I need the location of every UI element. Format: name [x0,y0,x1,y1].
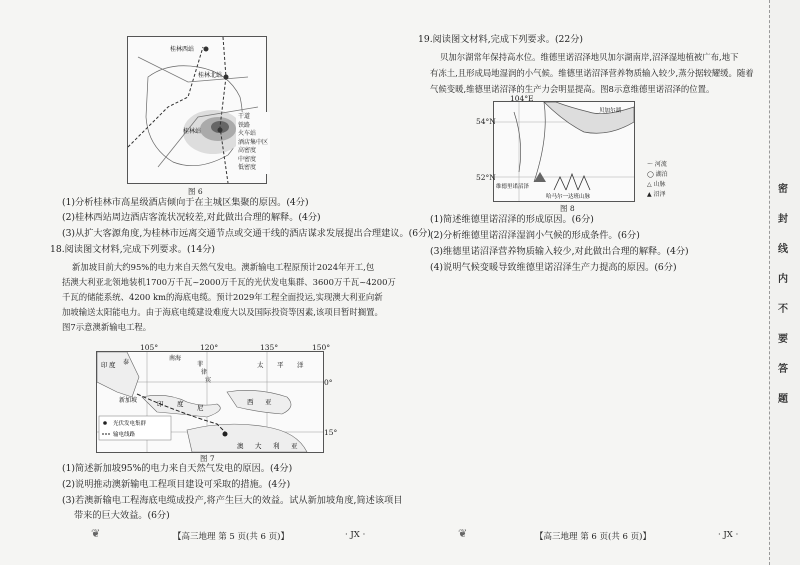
place-label: 洋 [297,361,304,369]
label-main: 桂林站 [183,128,202,135]
q18-body-5: 图7示意澳新输电工程。 [62,322,152,332]
footer-page: 第 6 页(共 6 页)】 [580,532,651,542]
place-label: 澳 [237,442,244,450]
margin-char: 题 [778,394,788,405]
q18-body-3: 千瓦的储能系统、4200 km的海底电缆。预计2029年工程全面投运,实现澳大利亚向新 [62,292,383,302]
figure-8-svg [494,102,634,201]
fig7-legend-pv: 光伏发电集群 [113,421,147,427]
footer-title: 【高三地理 [535,532,578,542]
q18-body-4: 加坡输送太阳能电力。由于海底电缆建设难度大以及国际投资等因素,该项目暂时搁置。 [62,307,383,317]
pv-cluster-marker [223,432,228,437]
left-footer-code: · JX · [345,530,366,540]
place-label: 亚 [265,398,272,406]
q19-title: 19.阅读图文材料,完成下列要求。(22分) [418,34,584,45]
q17-item-2: (2)桂林西站周边酒店客流状况较差,对此做出合理的解释。(4分) [62,212,321,223]
place-label: 大 [255,442,262,450]
legend-item: 火车站 [238,130,257,137]
legend-item: 低密度 [238,164,257,171]
legend-item: 酒店集中区 [238,138,269,146]
label-west: 桂林西站 [170,46,195,53]
figure-7-svg [97,352,323,452]
lake-label: 贝加尔湖 [599,108,622,114]
place-label: 南海 [169,355,182,362]
place-label: 菲 [197,361,204,368]
q18-body-1: 新加坡目前大约95%的电力来自天然气发电。澳新输电工程原预计2024年开工,包 [72,262,375,272]
place-label: 平 [277,361,284,369]
margin-char: 密 [778,184,788,195]
q19-body-3: 气候变暖,维德里诺沼泽的生产力会明显提高。图8示意维德里诺沼泽的位置。 [430,84,715,94]
margin-char: 答 [778,364,788,375]
place-label: 印 [157,400,164,408]
lat-label: 0° [324,378,333,387]
figure-8-legend [647,160,668,200]
legend-item: 中密度 [238,155,257,163]
margin-char: 内 [778,274,788,285]
margin-char: 要 [778,334,788,345]
place-label: 亚 [291,442,298,450]
figure-8-map [493,101,635,202]
mount-label: 哈马尔一达班山脉 [546,194,591,200]
q19-body-1: 贝加尔湖常年保持高水位。维德里诺沼泽地贝加尔湖南岸,沼泽湿地植被广布,地下 [440,52,739,62]
river [514,112,521,172]
swamp-label: 维德里诺沼泽 [496,184,530,190]
q18-item-2: (2)说明推动澳新输电工程项目建设可采取的措施。(4分) [62,479,291,490]
left-footer [173,530,289,542]
legend-pv-icon [103,421,107,425]
figure-6-legend [236,112,270,174]
q19-item-2: (2)分析维德里诺沼泽湿润小气候的形成条件。(6分) [430,230,640,241]
q19-body-2: 有冻土,且形成局地湿润的小气候。维德里诺沼泽营养物质输入较少,蒸分据较耀缓。随着 [430,68,754,78]
place-label: 度 [109,361,116,369]
place-label: 泰 [123,359,130,366]
figure-6-caption: 图 6 [188,187,203,196]
legend-item: 高密度 [238,147,257,154]
figure-7-map [96,351,324,453]
q18-item-1: (1)简述新加坡95%的电力来自天然气发电的原因。(4分) [62,463,293,474]
right-footer [535,530,651,542]
lake-baikal [544,102,634,133]
leaf-icon: ❦ [91,527,101,540]
place-label: 印 [101,361,108,369]
q18-item-3: (3)若澳新输电工程海底电缆成投产,将产生巨大的效益。试从新加坡角度,简述该项目 [62,495,403,506]
q18-title: 18.阅读图文材料,完成下列要求。(14分) [50,244,216,255]
margin-char: 线 [778,244,788,255]
margin-char: 不 [778,304,788,315]
railway-line-2 [220,37,228,183]
place-label: 新加坡 [119,397,138,404]
lat-label: 15° [324,428,338,437]
right-footer-code: · JX · [718,530,739,540]
station-main-marker [218,128,223,133]
station-north-marker [224,75,229,80]
fig8-lat-label: 52°N [476,173,496,182]
place-label: 太 [257,361,264,369]
trunk-road [138,57,248,82]
land-mainland [97,352,139,397]
mountain-icons [554,174,590,190]
q19-item-3: (3)维德里诺沼泽营养物质输入较少,对此做出合理的解释。(4分) [430,246,689,257]
legend-item: △ 山脉 [647,181,666,188]
place-label: 尼 [197,404,204,412]
footer-title: 【高三地理 [173,532,216,542]
lon-label: 150° [312,343,331,352]
station-west-marker [204,47,209,52]
figure-7-caption: 图 7 [200,454,215,463]
legend-item: ▲ 沼泽 [647,191,666,198]
river [534,102,545,182]
q18-body-2: 括澳大利亚北领地装机1700万千瓦~2000万千瓦的光伏发电集群、3600万千瓦~4200万 [62,277,396,287]
q18-item-4: 带来的巨大效益。(6分) [74,510,170,521]
q17-item-3: (3)从扩大客源角度,为桂林市远离交通节点或交通干线的酒店谋求发展提出合理建议。(6分) [62,228,431,239]
lon-label: 120° [200,343,219,352]
figure-8-caption: 图 8 [560,204,575,213]
q17-item-1: (1)分析桂林市高星级酒店倾向于在主城区集聚的原因。(4分) [62,197,309,208]
margin-char: 封 [778,214,788,225]
legend-item: 干道 [238,113,251,120]
q19-item-4: (4)说明气候变暖导致维德里诺沼泽生产力提高的原因。(6分) [430,262,677,273]
lon-label: 105° [140,343,159,352]
place-label: 宾 [205,377,212,384]
legend-item: ◯ 湖泊 [647,171,668,178]
binding-margin [769,0,800,565]
legend-item: 〜 河流 [647,161,667,168]
fig7-legend-line: 输电线路 [113,432,136,438]
fig8-lat-label: 54°N [476,117,496,126]
place-label: 律 [201,369,208,376]
q19-item-1: (1)简述维德里诺沼泽的形成原因。(6分) [430,214,594,225]
leaf-icon: ❦ [458,527,468,540]
land-new-guinea [227,390,291,414]
footer-page: 第 5 页(共 6 页)】 [218,532,289,542]
legend-item: 铁路 [238,121,251,129]
label-north: 桂林北站 [198,72,223,79]
land-australia [187,424,307,452]
fig8-lon-label: 104°E [510,94,534,103]
place-label: 度 [177,400,184,408]
lon-label: 135° [260,343,279,352]
place-label: 西 [247,398,254,406]
place-label: 利 [273,442,280,450]
